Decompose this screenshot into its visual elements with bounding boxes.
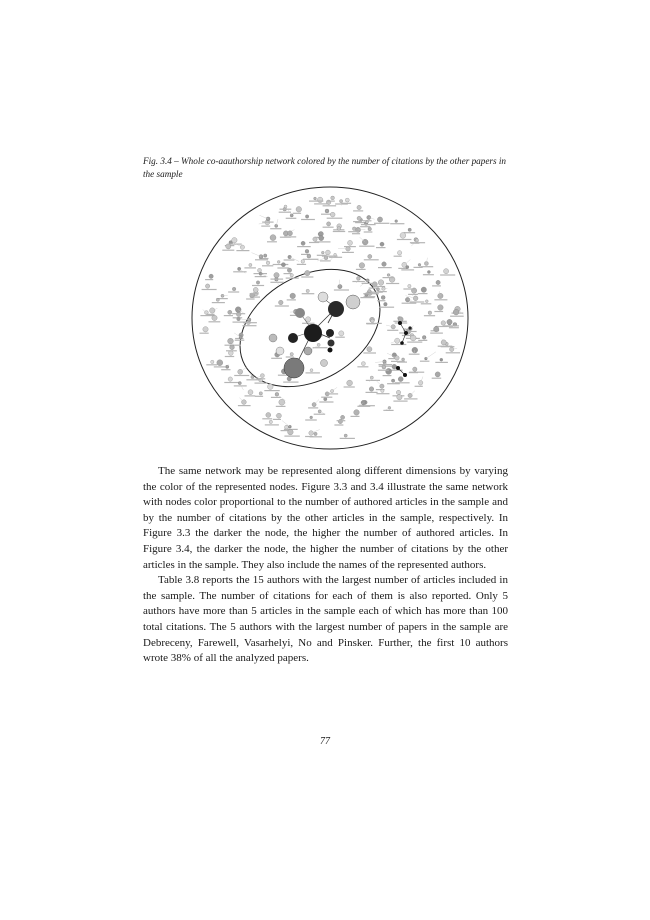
network-node: [327, 196, 335, 202]
network-node: [232, 242, 249, 251]
network-node: [383, 368, 392, 376]
network-node: [376, 242, 386, 248]
network-node: [205, 274, 213, 280]
core-nodes: [269, 292, 360, 378]
network-node: [321, 387, 337, 397]
network-node: [383, 274, 395, 279]
network-node: [404, 228, 415, 233]
network-node: [409, 347, 420, 355]
network-node: [293, 207, 302, 214]
node-medium-dark: [288, 333, 298, 343]
network-node: [306, 369, 320, 374]
network-node: [369, 282, 379, 289]
network-node: [420, 258, 433, 268]
network-node: [391, 338, 407, 345]
network-node: [286, 353, 294, 358]
network-node: [209, 315, 221, 322]
network-node: [267, 235, 277, 243]
network-node: [271, 392, 286, 400]
network-node: [357, 362, 368, 368]
network-node: [224, 377, 239, 383]
network-node: [366, 376, 380, 382]
network-node: [379, 302, 394, 307]
network-node: [329, 253, 342, 261]
network-node: [418, 287, 428, 294]
node-large-dark: [304, 324, 322, 342]
network-node: [225, 338, 241, 346]
network-node: [432, 280, 441, 286]
body-text: [143, 464, 508, 667]
network-node: [305, 430, 320, 438]
right-cluster-nodes: [396, 321, 412, 377]
network-node: [273, 413, 282, 420]
network-node: [344, 240, 356, 247]
network-node: [284, 268, 293, 274]
network-node: [338, 247, 354, 254]
network-node: [238, 398, 251, 407]
network-node: [366, 387, 378, 393]
network-node: [357, 400, 370, 407]
network-node: [279, 207, 291, 212]
network-node: [317, 251, 327, 256]
paragraph: The same network may be represented along different dimensions by varying the color of the represented nodes. Figure 3.3 and 3.4 illustrate the same network with nodes color proportional to the number of authored articles in the sample and by the number of citations by the other articles in the sample, respectively. In Figure 3.3 the darker the node, the higher the number of authored articles. In Figure 3.4, the darker the node, the higher the number of citations by the other articles in the sample. They also include the names of the represented authors.: [143, 465, 508, 571]
network-node: [280, 205, 292, 210]
network-node: [397, 233, 412, 241]
node-medium-light: [276, 347, 284, 355]
network-node: [206, 360, 217, 365]
node-large-dark: [328, 301, 344, 317]
network-node: [375, 360, 392, 365]
network-node: [363, 215, 375, 221]
network-node: [214, 360, 226, 368]
network-node: [335, 331, 345, 338]
network-node: [359, 237, 374, 247]
network-node: [404, 391, 417, 400]
network-node: [244, 263, 256, 268]
network-node: [374, 217, 389, 224]
network-node: [353, 205, 363, 211]
page-number: 77: [320, 736, 330, 747]
network-node: [311, 343, 328, 350]
network-node: [394, 251, 402, 257]
network-node: [321, 209, 331, 215]
network-node: [356, 263, 366, 270]
network-node: [430, 327, 443, 334]
network-node: [200, 327, 209, 334]
network-figure: [180, 183, 480, 458]
network-node: [395, 377, 410, 384]
network-node: [440, 269, 455, 276]
network-node: [302, 317, 314, 324]
network-node: [424, 311, 435, 316]
network-node: [228, 287, 239, 292]
network-node: [415, 377, 423, 387]
network-node: [432, 372, 442, 379]
network-node: [250, 287, 259, 294]
network-node: [265, 420, 279, 425]
network-node: [202, 284, 217, 290]
network-node: [232, 307, 245, 315]
network-node: [273, 261, 289, 266]
network-node: [224, 310, 233, 316]
network-node: [297, 241, 311, 247]
network-node: [420, 352, 436, 362]
network-node: [414, 263, 423, 268]
node-large-light: [346, 295, 360, 309]
network-node: [315, 236, 330, 243]
network-node: [376, 380, 385, 390]
network-node: [444, 319, 460, 326]
network-node: [446, 347, 460, 353]
network-node: [323, 222, 334, 228]
network-node: [305, 416, 317, 421]
network-node: [276, 399, 286, 407]
network-node: [364, 227, 373, 232]
network-node: [260, 215, 274, 222]
node-medium-dark: [328, 340, 335, 347]
network-node: [390, 220, 404, 225]
network-node: [281, 425, 289, 431]
paragraph: Table 3.8 reports the 15 authors with the largest number of articles included in the sample. The number of citations for each of them is also reported. Only 5 authors have more than 5 articles in the sample each of which has more than 100 total citations. The 5 authors with the largest number of papers in the sample are Debreceny, Farewell, Vasarhelyi, No and Pinsker. Further, the first 10 authors wrote 38% of all the analyzed papers.: [143, 574, 508, 665]
network-node: [270, 219, 281, 229]
network-node: [360, 279, 372, 287]
node-small-dark: [328, 348, 333, 353]
network-node: [301, 215, 315, 220]
network-node: [337, 415, 346, 421]
node-medium-gray: [304, 347, 312, 355]
network-node: [284, 255, 300, 261]
node-medium-light: [318, 292, 328, 302]
network-node: [344, 380, 355, 387]
network-node: [255, 272, 268, 277]
peripheral-nodes: [200, 196, 464, 439]
network-node: [434, 305, 443, 312]
network-node: [327, 212, 343, 219]
network-node: [314, 410, 326, 415]
network-node: [286, 210, 297, 219]
network-node: [353, 216, 362, 222]
network-node: [308, 400, 319, 409]
network-node: [282, 421, 298, 431]
node-medium-gray: [295, 308, 305, 318]
network-node: [378, 262, 392, 268]
network-node: [225, 351, 234, 357]
network-node: [277, 263, 289, 269]
network-node: [438, 340, 453, 347]
network-node: [409, 367, 418, 373]
network-node: [340, 434, 355, 439]
node-large-gray: [284, 358, 304, 378]
network-node: [434, 291, 447, 300]
network-node: [351, 410, 360, 417]
network-node: [241, 318, 257, 323]
network-node: [302, 289, 315, 294]
node-medium-light: [321, 360, 328, 367]
network-node: [275, 300, 289, 306]
network-node: [255, 392, 263, 397]
network-node: [262, 413, 272, 420]
network-node: [287, 293, 296, 300]
network-node: [386, 325, 398, 331]
network-node: [364, 254, 379, 260]
network-node: [245, 390, 256, 397]
network-node: [387, 379, 400, 384]
network-node: [423, 271, 434, 276]
figure-caption: Fig. 3.4 – Whole co-aauthorship network colored by the number of citations by the other papers in the sample: [143, 156, 507, 179]
network-node: [252, 281, 264, 286]
network-node: [403, 284, 415, 289]
network-node: [383, 406, 393, 411]
network-node: [319, 397, 333, 402]
network-node: [435, 358, 448, 363]
node-medium-dark: [326, 329, 334, 337]
network-node: [334, 280, 349, 291]
network-node: [222, 244, 234, 251]
network-node: [271, 273, 284, 280]
network-graph: [180, 183, 480, 458]
network-node: [226, 345, 237, 351]
node-medium-gray: [269, 334, 277, 342]
network-node: [262, 261, 273, 266]
network-node: [297, 260, 306, 265]
network-node: [264, 384, 279, 391]
